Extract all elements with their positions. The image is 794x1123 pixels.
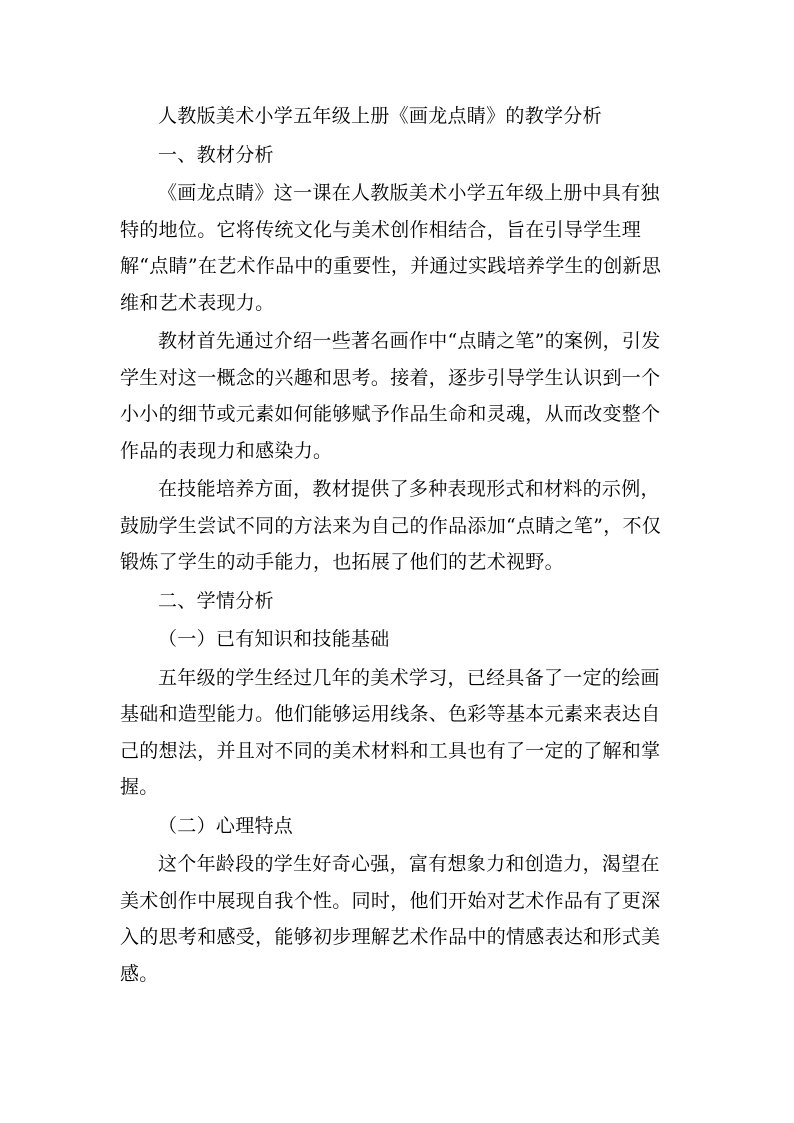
document-body xyxy=(120,98,676,994)
paragraph-prior-knowledge: 五年级的学生经过几年的美术学习，已经具备了一定的绘画基础和造型能力。他们能够运用线条、色彩等基本元素来表达自己的想法，并且对不同的美术材料和工具也有了一定的了解和掌握。 xyxy=(120,666,661,798)
paragraph-textbook-cases: 教材首先通过介绍一些著名画作中“点睛之笔”的案例，引发学生对这一概念的兴趣和思考。接着，逐步引导学生认识到一个小小的细节或元素如何能够赋予作品生命和灵魂，从而改变整个作品的表现力和感染力。 xyxy=(120,330,661,462)
subheading-psychology: （二）心理特点 xyxy=(158,814,294,837)
paragraph-textbook-position: 《画龙点睛》这一课在人教版美术小学五年级上册中具有独特的地位。它将传统文化与美术创作相结合，旨在引导学生理解“点睛”在艺术作品中的重要性，并通过实践培养学生的创新思维和艺术表现力。 xyxy=(120,182,662,314)
section-heading-textbook-analysis: 一、教材分析 xyxy=(158,143,274,166)
paragraph-psychology: 这个年龄段的学生好奇心强，富有想象力和创造力，渴望在美术创作中展现自我个性。同时，他们开始对艺术作品有了更深入的思考和感受，能够初步理解艺术作品中的情感表达和形式美感。 xyxy=(120,853,661,985)
paragraph-skill-training: 在技能培养方面，教材提供了多种表现形式和材料的示例，鼓励学生尝试不同的方法来为自己的作品添加“点睛之笔”，不仅锻炼了学生的动手能力，也拓展了他们的艺术视野。 xyxy=(120,478,662,573)
document-title: 人教版美术小学五年级上册《画龙点睛》的教学分析 xyxy=(158,105,602,127)
subheading-prior-knowledge: （一）已有知识和技能基础 xyxy=(158,628,390,650)
section-heading-student-analysis: 二、学情分析 xyxy=(158,589,274,612)
